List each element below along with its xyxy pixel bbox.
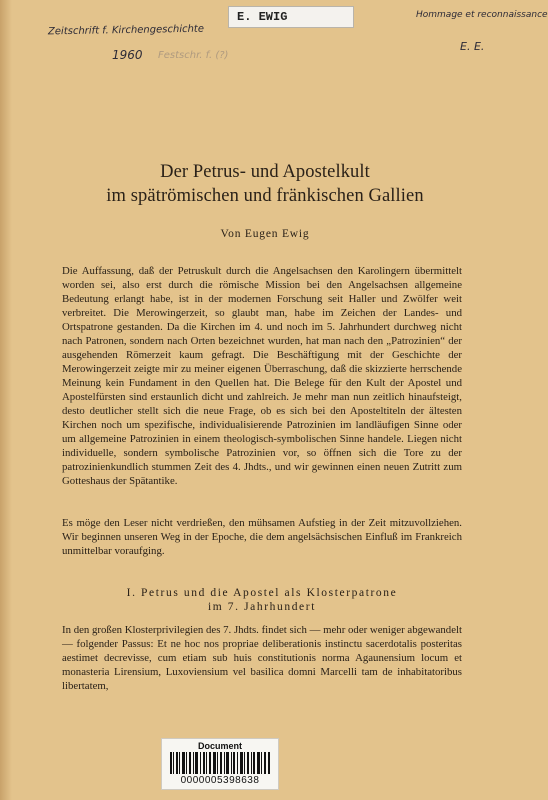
section-heading: I. Petrus und die Apostel als Klosterpatrone: [126, 587, 398, 599]
handwritten-year: 1960: [112, 48, 143, 62]
handwritten-initials: E. E.: [460, 40, 485, 53]
barcode-number: 0000005398638: [180, 775, 260, 786]
handwritten-dedication: Hommage et reconnaissance: [416, 10, 548, 20]
handwritten-journal-note: Zeitschrift f. Kirchengeschichte: [47, 23, 205, 38]
barcode-sticker: [161, 738, 279, 790]
body-paragraph: In den großen Klosterprivilegien des 7. Jhdts. findet sich — mehr oder weniger abgewandelt — folgender Passus: Et ne hoc nos propriae deliberationis instinctu sacerdotalis posteritas aestimet decrevisse, cum etiam sub huis constitutionis norma Agaunensium locum et monasteria Lirensium, Luxoviensium vel basilica domni Marcelli tam de inhabitatoribus libertatem,: [62, 624, 462, 692]
handwritten-faded-note: Festschr. f. (?): [158, 50, 229, 61]
title-line-2: im spätrömischen und fränkischen Gallien: [106, 186, 424, 206]
name-stamp: E. EWIG: [228, 6, 354, 28]
page-edge-shadow: [0, 0, 12, 800]
barcode-icon: [170, 752, 270, 774]
title-line-1: Der Petrus- und Apostelkult: [160, 162, 370, 182]
section-heading: im 7. Jahrhundert: [207, 601, 316, 613]
body-paragraph: Es möge den Leser nicht verdrießen, den mühsamen Aufstieg in der Zeit mitzuvollziehen. Wir beginnen unseren Weg in der Epoche, die dem angelsächsischen Einfluß im Frankreich unmittelbar voraufging.: [62, 517, 462, 557]
author-line: Von Eugen Ewig: [220, 228, 310, 240]
body-paragraph: Die Auffassung, daß der Petruskult durch die Angelsachsen den Karolingern übermittelt worden sei, also erst durch die römische Mission bei den Angelsachsen allgemeine Bedeutung erlangt habe, ist in der modernen Forschung seit Haller und Zwölfer weit verbreitet. Die Merowingerzeit, so glaubt man, habe im Zeichen der Landes- und Ortspatrone gestanden. Da die Kirchen im 4. und noch im 5. Jahrhundert durchweg nicht nach Patronen, sondern nach Orten bezeichnet wurden, hat man nach den „Patrozinien“ der ausgehenden Römerzeit kaum gefragt. Die Beschäftigung mit der Geschichte der Merowingerzeit zeigte mir zu meiner eigenen Überraschung, daß die skizzierte herrschende Meinung kein Fundament in den Quellen hat. Die Belege für den Kult der Apostel und Apostelfürsten sind erstaunlich dicht und zahlreich. Je mehr man nun zeitlich hinaufsteigt, desto deutlicher stellt sich die neue Frage, ob es sich bei den Aposteltiteln der ältesten Kirchen noch um spezifische, individualisierende Patrozinien im landläufigen Sinne oder um allgemeine Patrozinien in einem theologisch-symbolischen Sinne handele. Liegen nicht individuelle, sondern symbolische Patrozinien vor, so öffnen sich die Tore zu der patrozinienkundlich stummen Zeit des 4. Jhdts., und wir gewinnen einen neuen Zutritt zum Gotteshaus der Spätantike.: [62, 265, 462, 487]
barcode-label: Document: [197, 741, 242, 751]
